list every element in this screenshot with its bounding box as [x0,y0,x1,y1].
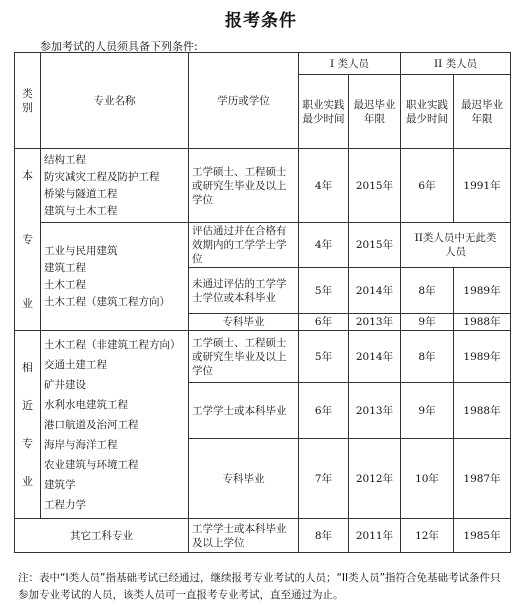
header-latest-year-1: 最迟毕业年限 [349,75,401,149]
header-education: 学历或学位 [189,53,299,149]
category-char: 近 [22,398,33,412]
major-list-ben-a [41,149,189,223]
latest-year-1-cell: 2014年 [349,268,401,314]
page-title: 报考条件 [225,11,297,31]
list-item: 交通土建工程 [44,358,107,371]
list-item: 建筑与土木工程 [44,204,118,217]
intro-text: 参加考试的人员须具备下列条件: [40,40,198,53]
header-min-time-1: 职业实践最少时间 [299,75,349,149]
edu-cell: 专科毕业 [189,439,299,519]
list-item: 土木工程（建筑工程方向） [44,295,170,308]
major-list-ben-b [41,223,189,331]
list-item: 水利水电建筑工程 [44,398,128,411]
list-item: 结构工程 [44,153,86,166]
edu-cell: 专科毕业 [189,314,299,331]
header-class2: II 类人员 [401,53,511,75]
latest-year-2-cell: 1985年 [454,519,511,553]
edu-cell: 工学硕士、工程硕士或研究生毕业及以上学位 [189,149,299,223]
min-time-1-cell: 8年 [299,519,349,553]
category-char: 相 [22,360,33,374]
latest-year-2-cell: 1991年 [454,149,511,223]
category-char: 业 [22,296,33,310]
min-time-2-cell: 12年 [401,519,454,553]
major-list-xiang [41,331,189,519]
category-char: 专 [22,436,33,450]
min-time-1-cell: 4年 [299,149,349,223]
category-char: 业 [22,474,33,488]
header-min-time-2: 职业实践最少时间 [401,75,454,149]
edu-cell: 工学学士或本科毕业 [189,383,299,439]
latest-year-1-cell: 2011年 [349,519,401,553]
list-item: 工业与民用建筑 [44,244,118,257]
min-time-2-cell: 8年 [401,268,454,314]
list-item: 土木工程（非建筑工程方向） [44,338,181,351]
category-other: 其它工科专业 [15,519,189,553]
latest-year-1-cell: 2014年 [349,331,401,383]
min-time-1-cell: 6年 [299,383,349,439]
min-time-1-cell: 7年 [299,439,349,519]
latest-year-2-cell: 1989年 [454,331,511,383]
requirements-table [14,52,511,553]
min-time-1-cell: 6年 [299,314,349,331]
edu-cell: 工学学士或本科毕业及以上学位 [189,519,299,553]
header-major: 专业名称 [41,53,189,149]
latest-year-1-cell: 2015年 [349,223,401,268]
min-time-1-cell: 5年 [299,268,349,314]
list-item: 港口航道及治河工程 [44,418,139,431]
header-category: 类别 [15,53,41,149]
edu-cell: 评估通过并在合格有效期内的工学学士学位 [189,223,299,268]
footnote: 注：表中“I类人员”指基础考试已经通过，继续报考专业考试的人员；“II类人员”指符合免基础考试条件只参加专业考试的人员，该类人员可一直报考专业考试，直至通过为止。 [18,572,501,601]
list-item: 土木工程 [44,278,86,291]
category-char: 本 [22,168,33,182]
edu-cell: 工学硕士、工程硕士或研究生毕业及以上学位 [189,331,299,383]
latest-year-1-cell: 2013年 [349,314,401,331]
min-time-2-cell: 8年 [401,331,454,383]
list-item: 海岸与海洋工程 [44,438,118,451]
category-xiang [15,331,41,519]
latest-year-1-cell: 2015年 [349,149,401,223]
min-time-2-cell: 9年 [401,314,454,331]
latest-year-1-cell: 2012年 [349,439,401,519]
latest-year-2-cell: 1989年 [454,268,511,314]
edu-cell: 未通过评估的工学学士学位或本科毕业 [189,268,299,314]
list-item: 农业建筑与环境工程 [44,458,139,471]
latest-year-1-cell: 2013年 [349,383,401,439]
min-time-1-cell: 5年 [299,331,349,383]
category-ben [15,149,41,331]
list-item: 矿井建设 [44,378,86,391]
latest-year-2-cell: 1988年 [454,314,511,331]
header-class1: I 类人员 [299,53,401,75]
latest-year-2-cell: 1988年 [454,383,511,439]
class2-none-cell: II类人员中无此类人员 [401,223,511,268]
list-item: 桥梁与隧道工程 [44,187,118,200]
min-time-2-cell: 6年 [401,149,454,223]
list-item: 建筑工程 [44,261,86,274]
list-item: 工程力学 [44,498,86,511]
list-item: 防灾减灾工程及防护工程 [44,170,160,183]
header-latest-year-2: 最迟毕业年限 [454,75,511,149]
min-time-1-cell: 4年 [299,223,349,268]
category-char: 专 [22,232,33,246]
list-item: 建筑学 [44,478,76,491]
min-time-2-cell: 10年 [401,439,454,519]
latest-year-2-cell: 1987年 [454,439,511,519]
min-time-2-cell: 9年 [401,383,454,439]
